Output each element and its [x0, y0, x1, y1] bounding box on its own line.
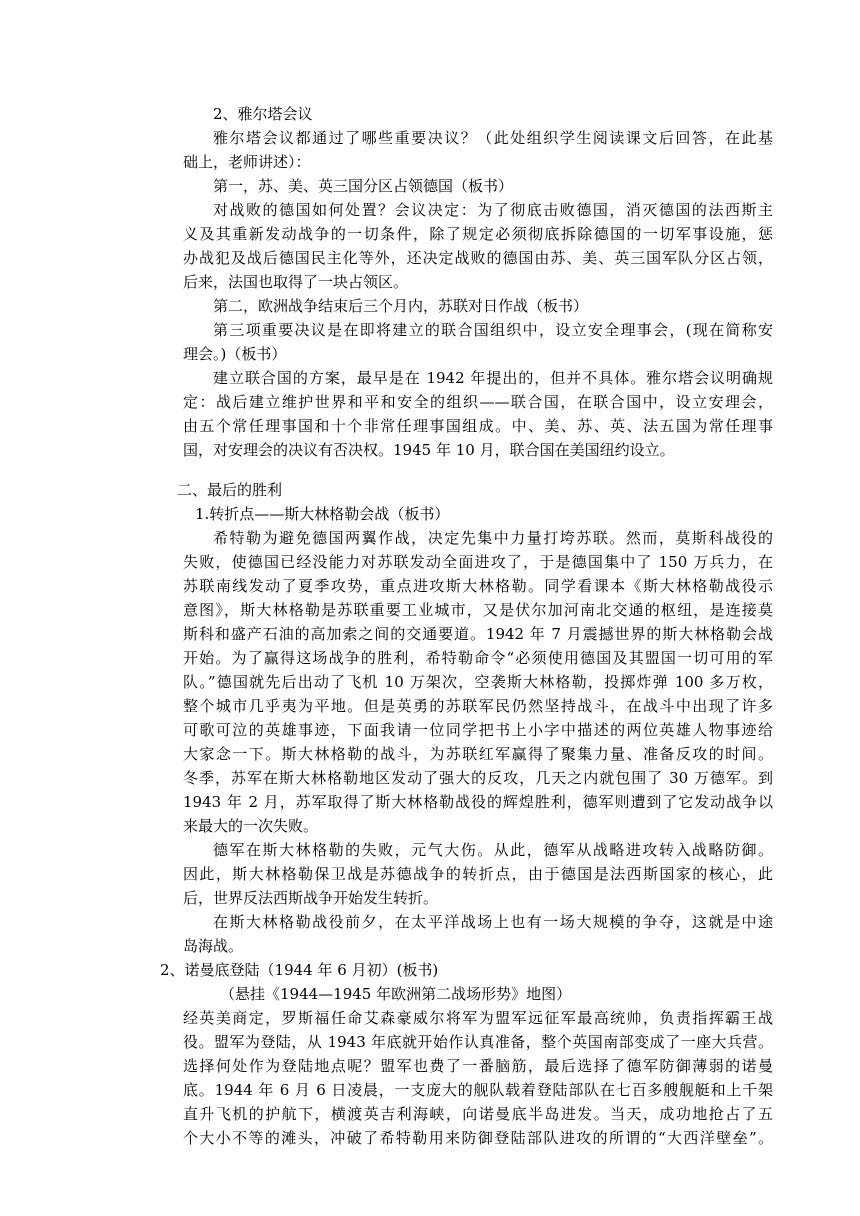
paragraph-line: 雅尔塔会议都通过了哪些重要决议？（此处组织学生阅读课文后回答，在此基 [213, 129, 773, 147]
paragraph-line: 开始。为了赢得这场战争的胜利，希特勒命令“必须使用德国及其盟国一切可用的军 [183, 649, 773, 667]
paragraph-line: 办战犯及战后德国民主化等外，还决定战败的德国由苏、美、英三国军队分区占领， [183, 249, 773, 267]
paragraph-line: 由五个常任理事国和十个非常任理事国组成。中、美、苏、英、法五国为常任理事 [183, 417, 773, 435]
paragraph-line: 在斯大林格勒战役前夕，在太平洋战场上也有一场大规模的争夺，这就是中途 [213, 913, 773, 931]
paragraph-line: 底。1944 年 6 月 6 日凌晨，一支庞大的舰队载着登陆部队在七百多艘舰艇和上千架 [183, 1081, 773, 1099]
paragraph-line: 选择何处作为登陆地点呢？盟军也费了一番脑筋，最后选择了德军防御薄弱的诺曼 [183, 1057, 773, 1075]
paragraph-line: 后来，法国也取得了一块占领区。 [183, 273, 409, 291]
paragraph-line: 整个城市几乎夷为平地。但是英勇的苏联军民仍然坚持战斗，在战斗中出现了许多 [183, 697, 773, 715]
paragraph-line: 第三项重要决议是在即将建立的联合国组织中，设立安全理事会，(现在简称安 [213, 321, 773, 339]
paragraph-line: 岛海战。 [183, 937, 244, 955]
paragraph-line: 来最大的一次失败。 [183, 817, 319, 835]
paragraph-line: 斯科和盛产石油的高加索之间的交通要道。1942 年 7 月震撼世界的斯大林格勒会战 [183, 625, 773, 643]
paragraph-line: 建立联合国的方案，最早是在 1942 年提出的，但并不具体。雅尔塔会议明确规 [213, 369, 773, 387]
section-heading-final-victory: 二、最后的胜利 [177, 481, 283, 499]
paragraph-line: 意图》，斯大林格勒是苏联重要工业城市，又是伏尔加河南北交通的枢纽，是连接莫 [183, 601, 773, 619]
map-instruction-note: （悬挂《1944—1945 年欧洲第二战场形势》地图） [220, 985, 572, 1003]
subsection-heading-normandy: 2、诺曼底登陆（1944 年 6 月初）(板书) [160, 961, 439, 979]
subsection-heading-stalingrad: 1.转折点——斯大林格勒会战（板书） [195, 505, 450, 523]
paragraph-line: 定：战后建立维护世界和平和安全的组织——联合国，在联合国中，设立安理会， [183, 393, 773, 411]
paragraph-line: 役。盟军为登陆，从 1943 年底就开始作认真准备，整个英国南部变成了一座大兵营。 [183, 1033, 773, 1051]
paragraph-line: 理会。)（板书） [183, 345, 287, 363]
paragraph-line: 义及其重新发动战争的一切条件，除了规定必须彻底拆除德国的一切军事设施，惩 [183, 225, 773, 243]
paragraph-line: 1943 年 2 月，苏军取得了斯大林格勒战役的辉煌胜利，德军则遭到了它发动战争以 [183, 793, 773, 811]
paragraph-line: 个大小不等的滩头，冲破了希特勒用来防御登陆部队进攻的所谓的“大西洋壁垒”。 [183, 1129, 773, 1147]
paragraph-line: 失败，使德国已经没能力对苏联发动全面进攻了，于是德国集中了 150 万兵力，在 [183, 553, 773, 571]
paragraph-line: 冬季，苏军在斯大林格勒地区发动了强大的反攻，几天之内就包围了 30 万德军。到 [183, 769, 773, 787]
paragraph-line: 第一，苏、美、英三国分区占领德国（板书） [213, 177, 514, 195]
paragraph-line: 础上，老师讲述）： [183, 153, 311, 171]
paragraph-line: 因此，斯大林格勒保卫战是苏德战争的转折点，由于德国是法西斯国家的核心，此 [183, 865, 773, 883]
paragraph-line: 直升飞机的护航下，横渡英吉利海峡，向诺曼底半岛进发。当天，成功地抢占了五 [183, 1105, 773, 1123]
paragraph-line: 国，对安理会的决议有否决权。1945 年 10 月，联合国在美国纽约设立。 [183, 441, 675, 459]
paragraph-line: 经英美商定，罗斯福任命艾森豪威尔将军为盟军远征军最高统帅，负责指挥霸王战 [183, 1009, 773, 1027]
paragraph-line: 第二，欧洲战争结束后三个月内，苏联对日作战（板书） [213, 297, 589, 315]
paragraph-line: 对战败的德国如何处置？会议决定：为了彻底击败德国，消灭德国的法西斯主 [213, 201, 773, 219]
paragraph-line: 德军在斯大林格勒的失败，元气大伤。从此，德军从战略进攻转入战略防御。 [213, 841, 773, 859]
paragraph-line: 队。”德国就先后出动了飞机 10 万架次，空袭斯大林格勒，投掷炸弹 100 多万枚， [183, 673, 773, 691]
paragraph-line: 希特勒为避免德国两翼作战，决定先集中力量打垮苏联。然而，莫斯科战役的 [213, 529, 773, 547]
paragraph-line: 苏联南线发动了夏季攻势，重点进攻斯大林格勒。同学看课本《斯大林格勒战役示 [183, 577, 773, 595]
paragraph-line: 大家念一下。斯大林格勒的战斗，为苏联红军赢得了聚集力量、准备反攻的时间。 [183, 745, 773, 763]
subsection-heading-yalta: 2、雅尔塔会议 [213, 105, 313, 123]
paragraph-line: 可歌可泣的英雄事迹，下面我请一位同学把书上小字中描述的两位英雄人物事迹给 [183, 721, 773, 739]
paragraph-line: 后，世界反法西斯战争开始发生转折。 [183, 889, 439, 907]
